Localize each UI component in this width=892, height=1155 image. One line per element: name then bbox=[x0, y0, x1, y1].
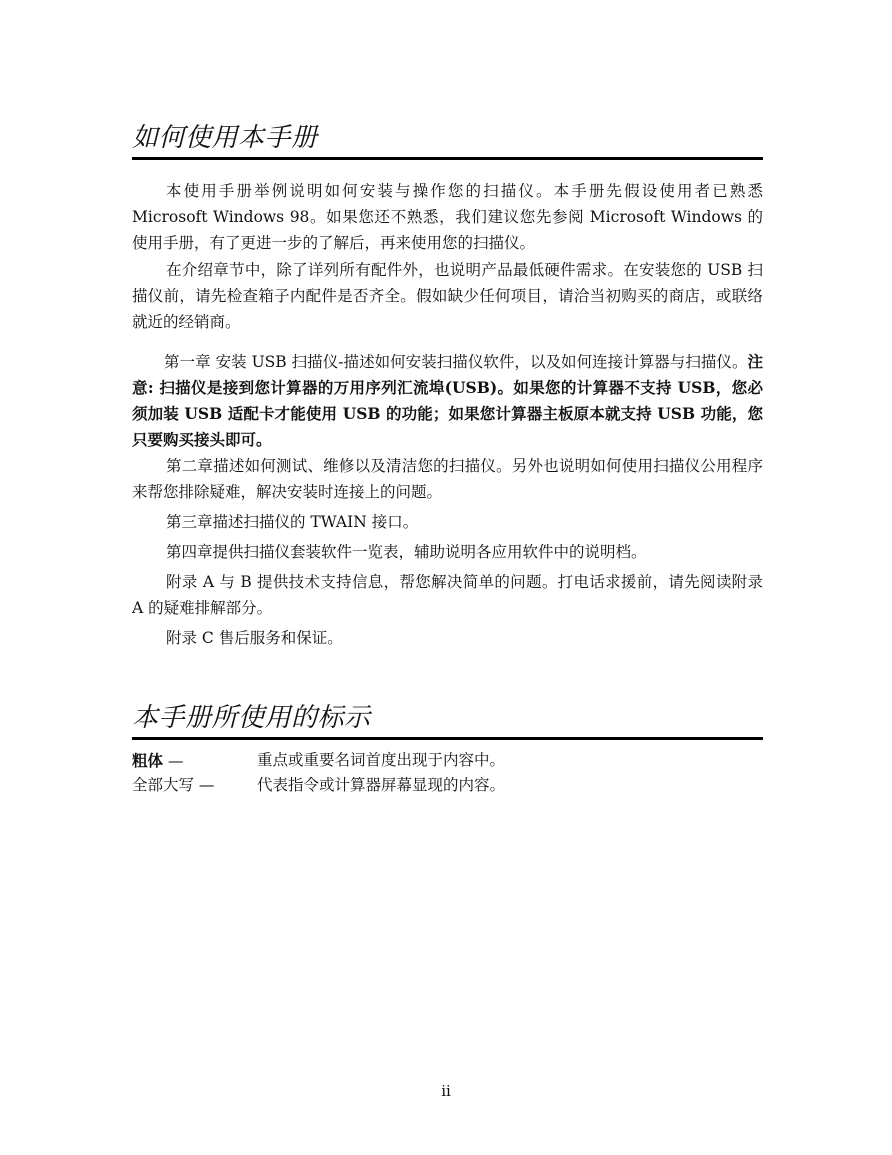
paragraph-intro: 本使用手册举例说明如何安装与操作您的扫描仪。本手册先假设使用者已熟悉 Microsoft Windows 98。如果您还不熟悉，我们建议您先参阅 Microsoft Windows 的使用手册，有了更进一步的了解后，再来使用您的扫描仪。 bbox=[132, 182, 763, 252]
paragraph-appendix-ab: 附录 A 与 B 提供技术支持信息，帮您解决简单的问题。打电话求援前，请先阅读附录 A 的疑难排解部分。 bbox=[132, 573, 763, 617]
paragraph-intro-chapter: 在介绍章节中，除了详列所有配件外，也说明产品最低硬件需求。在安装您的 USB 扫描仪前，请先检查箱子内配件是否齐全。假如缺少任何项目，请洽当初购买的商店，或联络就近的经销商。 bbox=[132, 261, 763, 331]
convention-term-bold bbox=[132, 749, 183, 773]
convention-term-bold-dash: — bbox=[163, 752, 184, 770]
section-rule-1 bbox=[132, 157, 763, 160]
paragraph-chapter-1 bbox=[132, 349, 763, 453]
page-number: ii bbox=[441, 1082, 451, 1100]
chapter-1-text: 第一章 安装 USB 扫描仪-描述如何安装扫描仪软件，以及如何连接计算器与扫描仪。 bbox=[164, 353, 748, 371]
section-title-how-to-use: 如何使用本手册 bbox=[132, 123, 318, 153]
paragraph-chapter-3: 第三章描述扫描仪的 TWAIN 接口。 bbox=[166, 513, 419, 531]
section-rule-2 bbox=[132, 737, 763, 740]
paragraph-chapter-2: 第二章描述如何测试、维修以及清洁您的扫描仪。另外也说明如何使用扫描仪公用程序来帮您排除疑难，解决安装时连接上的问题。 bbox=[132, 457, 763, 501]
paragraph-chapter-4: 第四章提供扫描仪套装软件一览表，辅助说明各应用软件中的说明档。 bbox=[166, 543, 647, 561]
convention-term-caps: 全部大写 — bbox=[132, 776, 215, 794]
convention-term-bold-label: 粗体 bbox=[132, 751, 164, 770]
convention-desc-bold: 重点或重要名词首度出现于内容中。 bbox=[257, 751, 506, 769]
section-title-conventions: 本手册所使用的标示 bbox=[132, 703, 371, 733]
paragraph-appendix-c: 附录 C 售后服务和保证。 bbox=[166, 629, 343, 647]
chapter-1-note: 注意: 扫描仪是接到您计算器的万用序列汇流埠(USB)。如果您的计算器不支持 USB，您必须加装 USB 适配卡才能使用 USB 的功能；如果您计算器主板原本就支持 USB 功能，您只要购买接头即可。 bbox=[132, 352, 763, 449]
convention-desc-caps: 代表指令或计算器屏幕显现的内容。 bbox=[257, 776, 506, 794]
